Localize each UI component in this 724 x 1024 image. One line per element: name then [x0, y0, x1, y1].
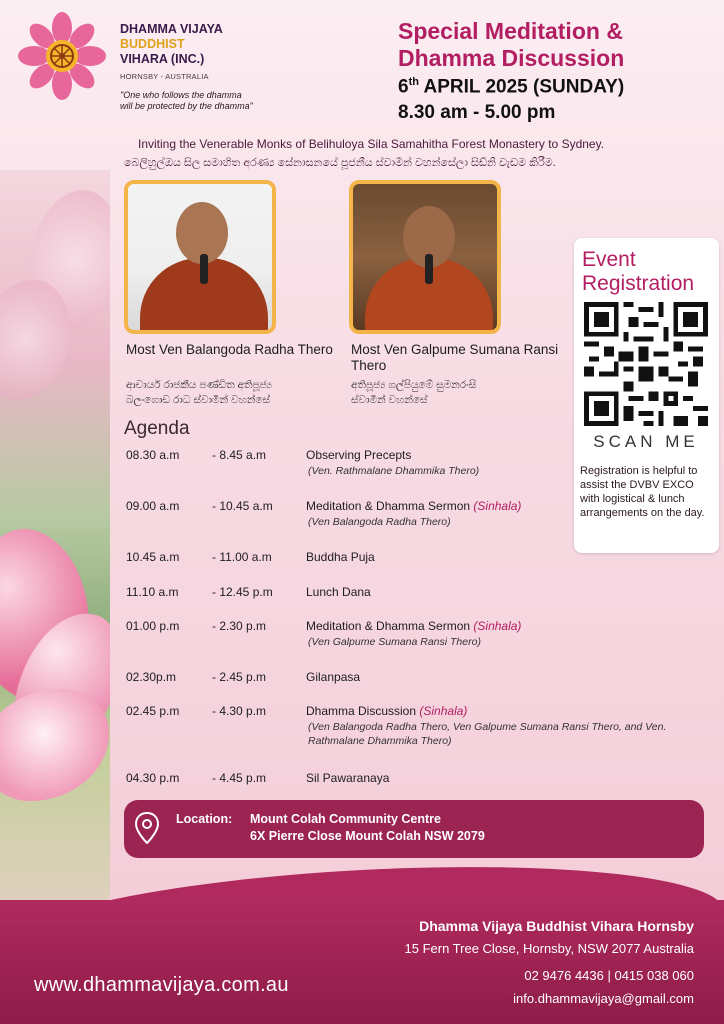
event-time: 8.30 am - 5.00 pm — [398, 102, 556, 123]
agenda-start-time: 10.45 a.m — [126, 550, 180, 564]
motto — [120, 90, 253, 112]
event-title — [398, 18, 624, 72]
monk-sinhala-line1: අතිපූජ්‍ය ගල්පියුමේ සුමනරංසි — [351, 379, 477, 391]
monk-name-sumana-ransi: Most Ven Galpume Sumana Ransi Thero — [351, 342, 559, 373]
email-link[interactable]: info.dhammavijaya@gmail.com — [513, 991, 694, 1006]
lotus-background-art — [0, 170, 110, 940]
registration-note: Registration is helpful to assist the DVBV EXCO with logistical & lunch arrangements on the day. — [580, 465, 705, 519]
org-name-line3: VIHARA (INC.) — [120, 52, 205, 66]
agenda-activity — [306, 499, 706, 513]
agenda-title: Agenda — [124, 418, 190, 439]
map-pin-icon — [134, 812, 160, 844]
lotus-petal — [0, 280, 70, 400]
agenda-end-time: - 12.45 p.m — [212, 585, 273, 599]
agenda-start-time: 04.30 p.m — [126, 771, 180, 785]
org-name-line1: DHAMMA VIJAYA — [120, 22, 223, 36]
monk-sinhala-line2: බලංගොඩ රාධ ස්වාමීන් වහන්සේ — [126, 394, 271, 406]
event-title-line1: Special Meditation & — [398, 18, 623, 44]
location-label: Location: — [176, 812, 233, 826]
event-title-line2: Dhamma Discussion — [398, 45, 625, 71]
agenda-activity-name: Observing Precepts — [306, 448, 412, 462]
registration-title — [582, 248, 694, 296]
agenda-activity — [306, 704, 706, 718]
agenda-activity — [306, 550, 706, 564]
agenda-start-time: 11.10 a.m — [126, 585, 179, 599]
registration-title-line1: Event — [582, 248, 636, 271]
agenda-start-time: 02.30p.m — [126, 670, 177, 684]
agenda-activity — [306, 771, 706, 785]
vihara-name: Dhamma Vijaya Buddhist Vihara Hornsby — [419, 918, 694, 934]
microphone-icon — [425, 254, 433, 284]
vihara-address: 15 Fern Tree Close, Hornsby, NSW 2077 Australia — [404, 941, 694, 956]
agenda-start-time: 09.00 a.m — [126, 499, 180, 513]
monk-sinhala-line1: ආචාර්ය රාජකීය පණ්ඩිත අතිපූජ්‍ය — [126, 379, 272, 391]
agenda-activity-name: Buddha Puja — [306, 550, 375, 564]
agenda-start-time: 08.30 a.m — [126, 448, 180, 462]
agenda-end-time: - 11.00 a.m — [212, 550, 272, 564]
event-date-day: 6 — [398, 76, 409, 98]
agenda-activity-name: Gilanpasa — [306, 670, 361, 684]
agenda-activity — [306, 448, 706, 462]
agenda-end-time: - 2.45 p.m — [212, 670, 267, 684]
registration-title-line2: Registration — [582, 272, 695, 295]
agenda-language: (Sinhala) — [473, 499, 522, 513]
agenda-activity-name: Meditation & Dhamma Sermon — [306, 619, 474, 633]
agenda-detail: (Ven Balangoda Radha Thero) — [308, 516, 451, 528]
agenda-activity-name: Sil Pawaranaya — [306, 771, 390, 785]
org-name-line2: BUDDHIST — [120, 37, 185, 51]
agenda-detail: (Ven Galpume Sumana Ransi Thero) — [308, 636, 481, 648]
event-date — [398, 76, 624, 98]
agenda-activity — [306, 670, 706, 684]
location-venue: Mount Colah Community Centre — [250, 812, 441, 826]
agenda-language: (Sinhala) — [473, 619, 522, 633]
monk-sinhala-sumana-ransi — [351, 378, 561, 408]
agenda-activity — [306, 585, 706, 599]
agenda-activity-name: Lunch Dana — [306, 585, 371, 599]
location-box[interactable] — [124, 800, 704, 858]
agenda-end-time: - 2.30 p.m — [212, 619, 267, 633]
motto-line2: will be protected by the dhamma" — [120, 101, 253, 111]
agenda-end-time: - 8.45 a.m — [212, 448, 267, 462]
agenda-detail: (Ven Balangoda Radha Thero, Ven Galpume Sumana Ransi Thero, and Ven. Rathmalane Dhammika Thero) — [308, 721, 667, 747]
scan-me-label: SCAN ME — [593, 432, 699, 451]
lotus-petal — [0, 685, 110, 806]
monk-name-radha: Most Ven Balangoda Radha Thero — [126, 342, 333, 357]
agenda-detail: (Ven. Rathmalane Dhammika Thero) — [308, 465, 480, 477]
agenda-end-time: - 10.45 a.m — [212, 499, 273, 513]
qr-code[interactable] — [584, 302, 708, 426]
event-date-rest: APRIL 2025 (SUNDAY) — [418, 76, 625, 98]
dharma-wheel-logo — [18, 12, 106, 100]
event-date-suffix: th — [408, 76, 419, 88]
invitation-english: Inviting the Venerable Monks of Belihuloya Sila Samahitha Forest Monastery to Sydney. — [138, 137, 605, 151]
motto-line1: "One who follows the dhamma — [120, 90, 242, 100]
agenda-language: (Sinhala) — [419, 704, 468, 718]
agenda-activity-name: Meditation & Dhamma Sermon — [306, 499, 474, 513]
agenda-end-time: - 4.45 p.m — [212, 771, 267, 785]
org-location: HORNSBY - AUSTRALIA — [120, 72, 209, 81]
agenda-end-time: - 4.30 p.m — [212, 704, 267, 718]
monk-sinhala-radha — [126, 378, 336, 408]
monk-photo-radha — [124, 180, 276, 334]
agenda-start-time: 02.45 p.m — [126, 704, 180, 718]
website-link[interactable]: www.dhammavijaya.com.au — [34, 974, 289, 996]
monk-sinhala-line2: ස්වාමීන් වහන්සේ — [351, 394, 428, 406]
invitation-sinhala: බෙලිහුල්ඔය සිල සමාහිත අරණ්‍ය සේනාසනයේ පූජනීය ස්වාමීන් වහන්සේලා සිඩ්නි වැඩම කිරීම. — [124, 157, 556, 169]
location-address: 6X Pierre Close Mount Colah NSW 2079 — [250, 829, 485, 843]
agenda-activity — [306, 619, 706, 633]
phone-numbers[interactable]: 02 9476 4436 | 0415 038 060 — [524, 968, 694, 983]
monk-photo-sumana-ransi — [349, 180, 501, 334]
org-name — [120, 22, 223, 67]
microphone-icon — [200, 254, 208, 284]
agenda-start-time: 01.00 p.m — [126, 619, 180, 633]
agenda-activity-name: Dhamma Discussion — [306, 704, 420, 718]
